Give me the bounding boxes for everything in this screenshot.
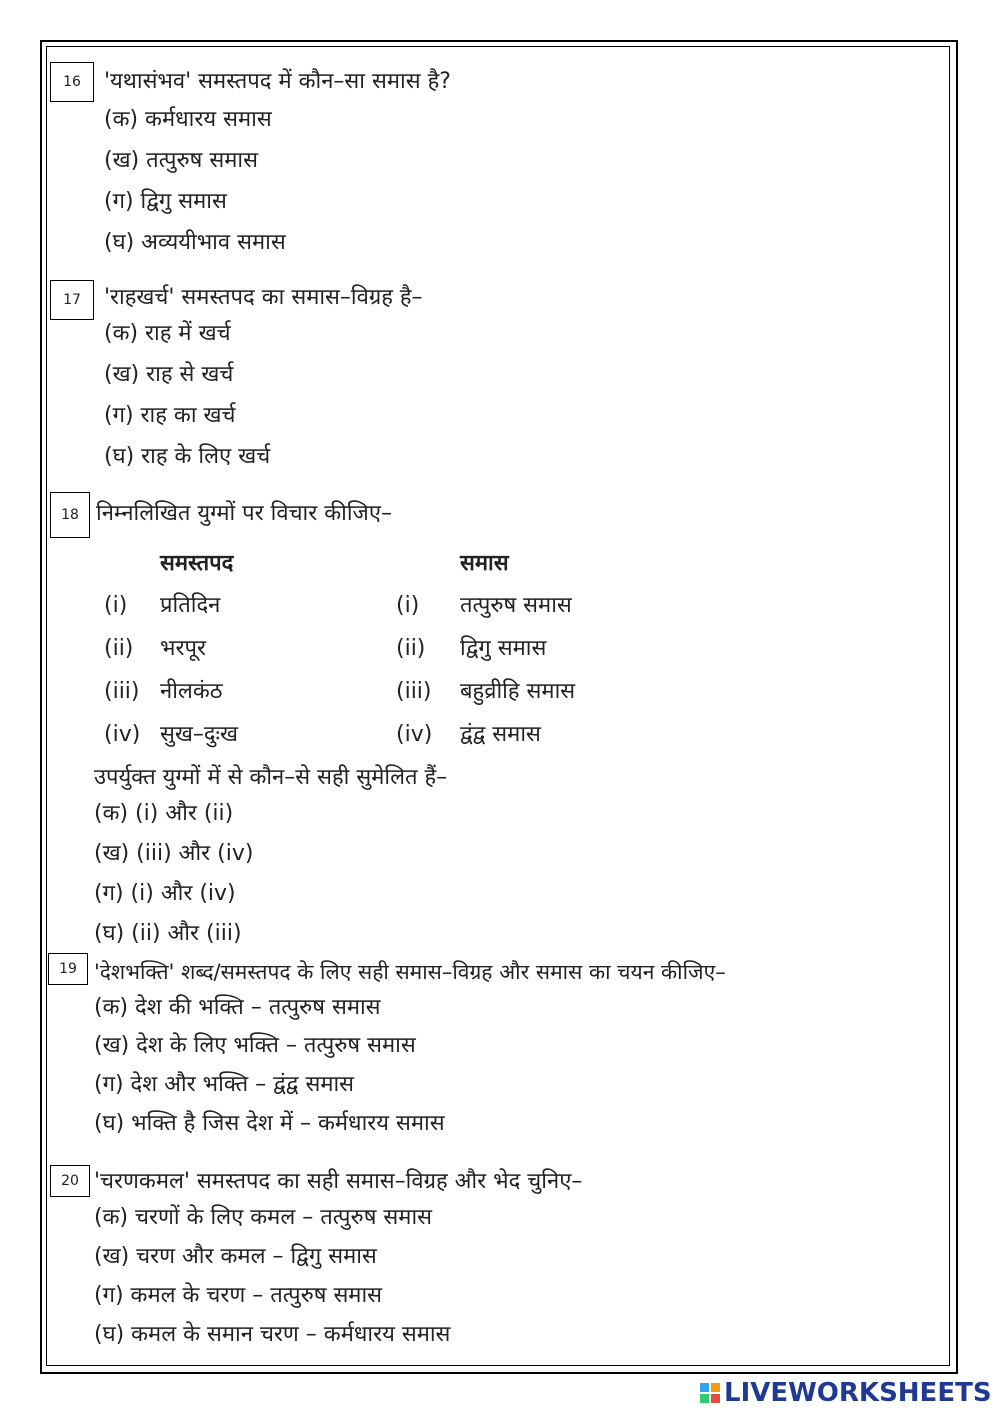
table-header-samastpad: समस्तपद [160,551,234,576]
table-row-4-num-left: (iv) [104,722,141,747]
table-row-2-num-left: (ii) [104,636,134,661]
question-16-option-c[interactable]: (ग) द्विगु समास [104,189,227,214]
question-20-option-a[interactable]: (क) चरणों के लिए कमल – तत्पुरुष समास [94,1205,433,1230]
question-20-option-c[interactable]: (ग) कमल के चरण – तत्पुरुष समास [94,1283,383,1308]
liveworksheets-logo [700,1378,992,1408]
question-16-text: 'यथासंभव' समस्तपद में कौन–सा समास है? [104,69,451,94]
table-row-2-num-right: (ii) [396,636,426,661]
table-row-4-right: द्वंद्व समास [460,722,541,747]
question-16-option-a[interactable]: (क) कर्मधारय समास [104,107,272,132]
question-16-option-d[interactable]: (घ) अव्ययीभाव समास [104,230,286,255]
question-19-text: 'देशभक्ति' शब्द/समस्तपद के लिए सही समास–विग्रह और समास का चयन कीजिए– [94,960,726,984]
table-row-3-right: बहुव्रीहि समास [460,679,576,704]
table-header-samas: समास [460,551,509,576]
table-row-1-num-left: (i) [104,593,128,618]
question-19-option-d[interactable]: (घ) भक्ति है जिस देश में – कर्मधारय समास [94,1111,445,1136]
question-18-option-b[interactable]: (ख) (iii) और (iv) [94,841,254,866]
question-17-option-c[interactable]: (ग) राह का खर्च [104,403,236,428]
question-18-option-a[interactable]: (क) (i) और (ii) [94,801,234,826]
question-number-18: 18 [50,492,90,538]
table-row-1-left: प्रतिदिन [160,593,221,618]
question-17-text: 'राहखर्च' समस्तपद का समास–विग्रह है– [104,285,423,310]
table-row-3-num-left: (iii) [104,679,140,704]
brand-name: LIVEWORKSHEETS [724,1378,992,1408]
question-17-option-a[interactable]: (क) राह में खर्च [104,321,231,346]
question-18-option-d[interactable]: (घ) (ii) और (iii) [94,921,242,946]
question-number-16: 16 [50,62,94,102]
question-19-option-b[interactable]: (ख) देश के लिए भक्ति – तत्पुरुष समास [94,1033,416,1058]
table-row-4-left: सुख–दुःख [160,722,238,747]
table-row-1-num-right: (i) [396,593,420,618]
question-17-option-d[interactable]: (घ) राह के लिए खर्च [104,444,271,469]
question-18-followup: उपर्युक्त युग्मों में से कौन–से सही सुमेलित हैं– [94,765,448,790]
question-18-text: निम्नलिखित युग्मों पर विचार कीजिए– [96,501,393,526]
question-number-20: 20 [50,1165,90,1197]
question-20-option-b[interactable]: (ख) चरण और कमल – द्विगु समास [94,1244,377,1269]
table-row-3-left: नीलकंठ [160,679,223,704]
table-row-2-left: भरपूर [160,636,206,661]
table-row-1-right: तत्पुरुष समास [460,593,572,618]
question-number-17: 17 [50,280,94,320]
question-16-option-b[interactable]: (ख) तत्पुरुष समास [104,148,258,173]
question-20-text: 'चरणकमल' समस्तपद का सही समास–विग्रह और भेद चुनिए– [94,1169,583,1194]
question-17-option-b[interactable]: (ख) राह से खर्च [104,362,234,387]
question-number-19: 19 [48,953,88,985]
table-row-3-num-right: (iii) [396,679,432,704]
logo-blocks-icon [700,1383,720,1403]
question-19-option-c[interactable]: (ग) देश और भक्ति – द्वंद्व समास [94,1072,355,1097]
question-20-option-d[interactable]: (घ) कमल के समान चरण – कर्मधारय समास [94,1322,451,1347]
table-row-4-num-right: (iv) [396,722,433,747]
question-18-option-c[interactable]: (ग) (i) और (iv) [94,881,236,906]
table-row-2-right: द्विगु समास [460,636,547,661]
question-19-option-a[interactable]: (क) देश की भक्ति – तत्पुरुष समास [94,995,381,1020]
